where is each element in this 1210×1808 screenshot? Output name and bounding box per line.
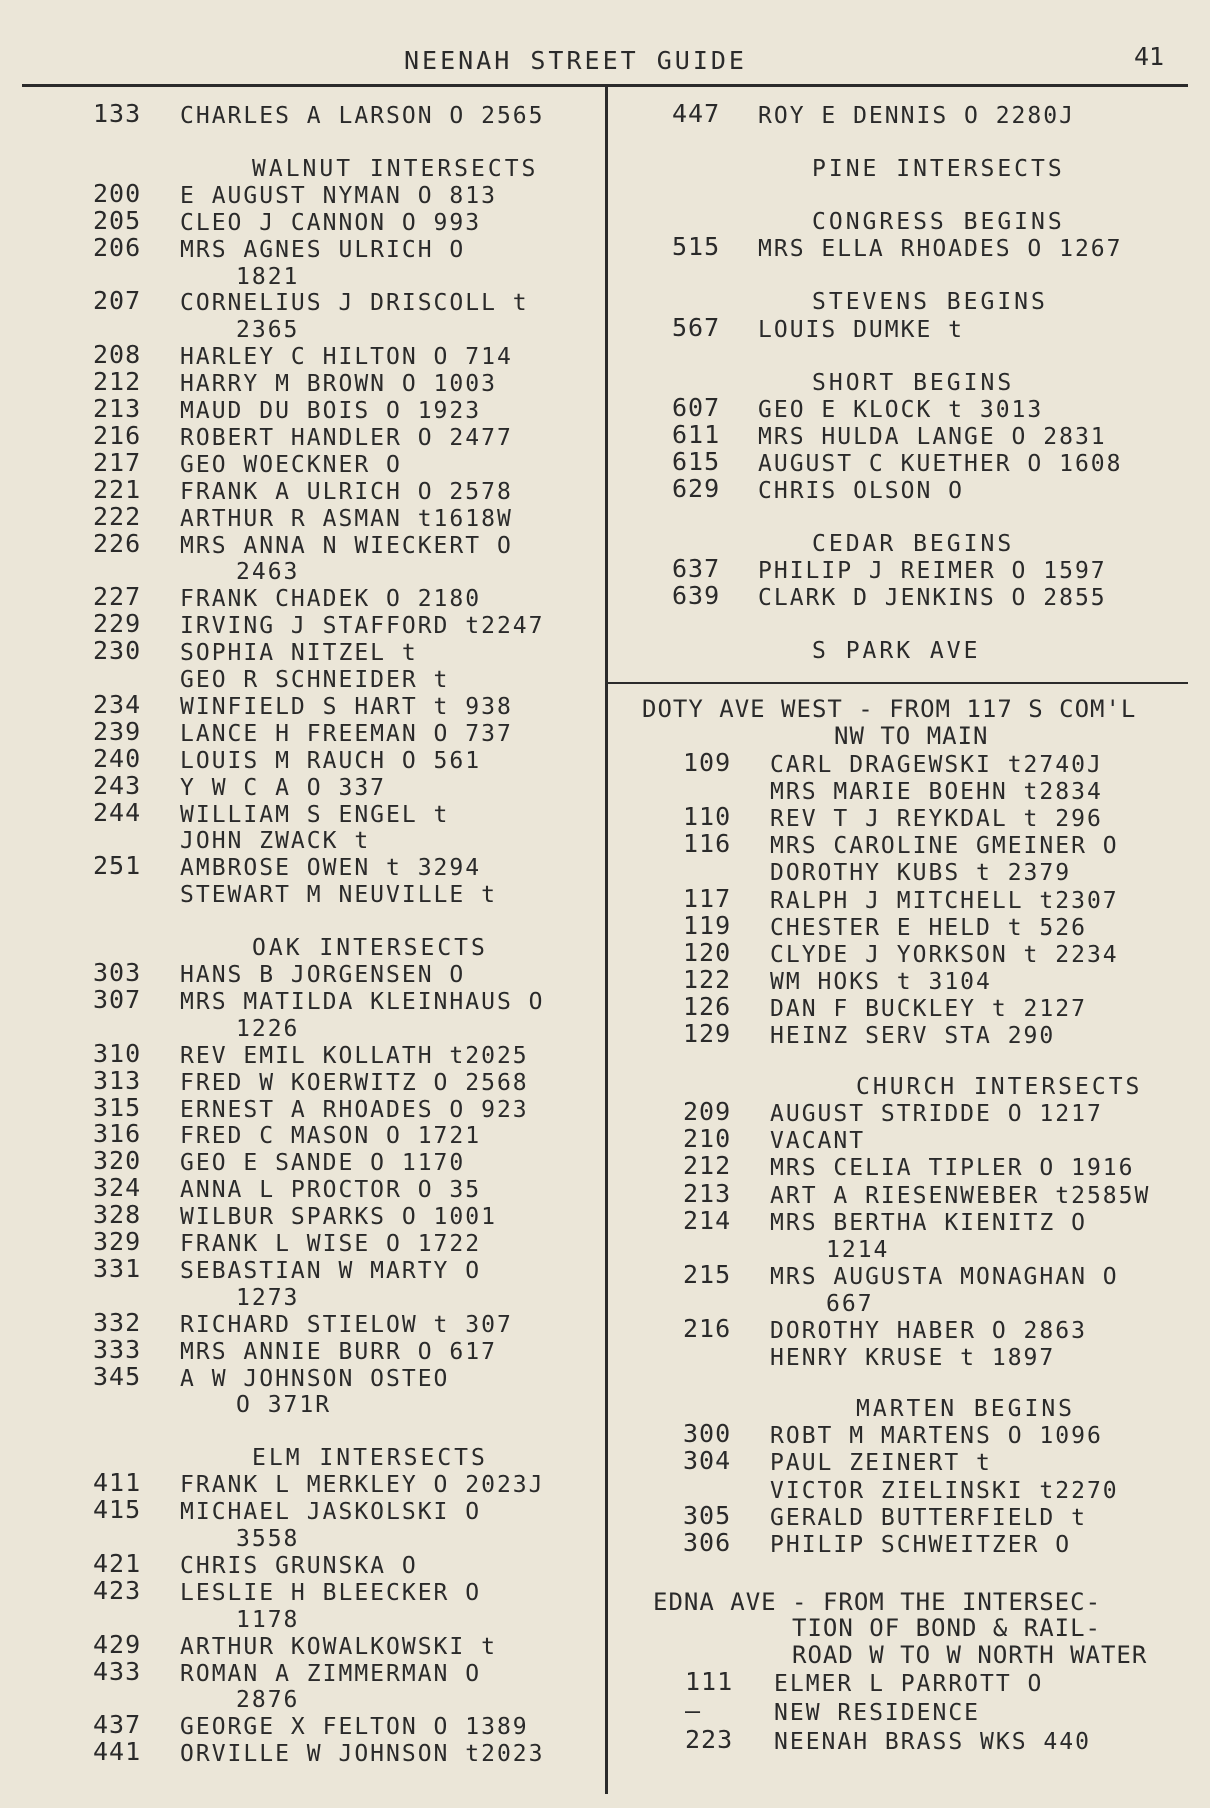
resident-entry: STEWART M NEUVILLE t bbox=[180, 882, 497, 909]
house-number: 216 bbox=[683, 1314, 732, 1343]
section-heading: S PARK AVE bbox=[812, 638, 981, 665]
resident-entry: ROBT M MARTENS O 1096 bbox=[770, 1423, 1103, 1450]
resident-entry: PHILIP J REIMER O 1597 bbox=[758, 558, 1107, 585]
resident-entry: MRS HULDA LANGE O 2831 bbox=[758, 423, 1107, 450]
street-heading-cont: TION OF BOND & RAIL- bbox=[792, 1614, 1101, 1642]
entry-continuation: 2463 bbox=[236, 559, 300, 586]
resident-entry: SEBASTIAN W MARTY O bbox=[180, 1257, 482, 1284]
resident-entry: VICTOR ZIELINSKI t2270 bbox=[770, 1477, 1119, 1504]
resident-entry: A W JOHNSON OSTEO bbox=[180, 1365, 450, 1392]
resident-entry: GEORGE X FELTON O 1389 bbox=[180, 1714, 529, 1741]
house-number: 240 bbox=[93, 743, 142, 773]
resident-entry: WILLIAM S ENGEL t bbox=[180, 801, 450, 828]
resident-entry: ROY E DENNIS O 2280J bbox=[758, 103, 1075, 129]
resident-entry: LOUIS DUMKE t bbox=[758, 316, 965, 343]
street-heading: DOTY AVE WEST - FROM 117 S COM'L bbox=[642, 695, 1137, 723]
resident-entry: PAUL ZEINERT t bbox=[770, 1450, 992, 1477]
resident-entry: CLARK D JENKINS O 2855 bbox=[758, 585, 1107, 612]
house-number: — bbox=[685, 1696, 702, 1725]
resident-entry: MRS MATILDA KLEINHAUS O bbox=[180, 988, 545, 1015]
entry-continuation: 1821 bbox=[236, 263, 300, 290]
entry-continuation: 667 bbox=[826, 1290, 874, 1317]
house-number: 328 bbox=[93, 1200, 142, 1230]
resident-entry: MRS ANNA N WIECKERT O bbox=[180, 532, 513, 559]
resident-entry: CHRIS GRUNSKA O bbox=[180, 1552, 418, 1579]
house-number: 221 bbox=[93, 474, 142, 504]
house-number: 251 bbox=[93, 851, 142, 881]
house-number: 111 bbox=[685, 1667, 734, 1696]
resident-entry: CHRIS OLSON O bbox=[758, 478, 965, 504]
resident-entry: CHARLES A LARSON O 2565 bbox=[180, 103, 545, 129]
section-heading: PINE INTERSECTS bbox=[812, 156, 1065, 183]
resident-entry: CHESTER E HELD t 526 bbox=[770, 914, 1087, 941]
entry-continuation: 1226 bbox=[236, 1015, 300, 1042]
house-number: 109 bbox=[683, 748, 732, 777]
house-number: 304 bbox=[683, 1446, 732, 1476]
house-number: 515 bbox=[672, 232, 721, 262]
resident-entry: WILBUR SPARKS O 1001 bbox=[180, 1204, 497, 1231]
entry-continuation: 2876 bbox=[236, 1687, 300, 1714]
house-number: 244 bbox=[93, 797, 142, 827]
street-heading-cont: ROAD W TO W NORTH WATER bbox=[792, 1641, 1148, 1669]
street-heading-cont: NW TO MAIN bbox=[834, 722, 989, 750]
resident-entry: HEINZ SERV STA 290 bbox=[770, 1023, 1056, 1049]
resident-entry: REV EMIL KOLLATH t2025 bbox=[180, 1042, 529, 1069]
house-number: 607 bbox=[672, 392, 721, 422]
house-number: 215 bbox=[683, 1259, 732, 1289]
section-heading: MARTEN BEGINS bbox=[856, 1396, 1076, 1423]
house-number: 433 bbox=[93, 1656, 142, 1686]
house-number: 310 bbox=[93, 1038, 142, 1068]
house-number: 306 bbox=[683, 1527, 732, 1557]
section-heading: SHORT BEGINS bbox=[812, 369, 1015, 396]
resident-entry: HENRY KRUSE t 1897 bbox=[770, 1345, 1056, 1372]
house-number: 243 bbox=[93, 770, 142, 800]
entry-continuation: O 371R bbox=[236, 1392, 332, 1419]
resident-entry: MRS AGNES ULRICH O bbox=[180, 236, 466, 263]
house-number: 637 bbox=[672, 554, 721, 584]
resident-entry: DOROTHY HABER O 2863 bbox=[770, 1318, 1087, 1344]
resident-entry: RICHARD STIELOW t 307 bbox=[180, 1311, 513, 1338]
resident-entry: ORVILLE W JOHNSON t2023 bbox=[180, 1741, 545, 1768]
resident-entry: LANCE H FREEMAN O 737 bbox=[180, 720, 513, 747]
entry-continuation: 1178 bbox=[236, 1606, 300, 1633]
house-number: 212 bbox=[683, 1151, 732, 1181]
resident-entry: AUGUST C KUETHER O 1608 bbox=[758, 450, 1123, 477]
house-number: 214 bbox=[683, 1205, 732, 1235]
resident-entry: MICHAEL JASKOLSKI O bbox=[180, 1499, 482, 1526]
resident-entry: ERNEST A RHOADES O 923 bbox=[180, 1096, 529, 1123]
resident-entry: AUGUST STRIDDE O 1217 bbox=[770, 1101, 1103, 1128]
house-number: 116 bbox=[683, 829, 732, 859]
resident-entry: NEW RESIDENCE bbox=[774, 1700, 981, 1726]
house-number: 320 bbox=[93, 1146, 142, 1176]
resident-entry: FRED C MASON O 1721 bbox=[180, 1123, 482, 1150]
house-number: 629 bbox=[672, 474, 721, 503]
resident-entry: VACANT bbox=[770, 1128, 866, 1155]
section-heading: CEDAR BEGINS bbox=[812, 531, 1015, 558]
resident-entry: MRS CAROLINE GMEINER O bbox=[770, 833, 1119, 860]
resident-entry: Y W C A O 337 bbox=[180, 774, 387, 801]
entry-continuation: 3558 bbox=[236, 1526, 300, 1552]
resident-entry: ELMER L PARROTT O bbox=[774, 1671, 1044, 1697]
entry-continuation: 2365 bbox=[236, 317, 300, 344]
house-number: 615 bbox=[672, 446, 721, 476]
resident-entry: ARTHUR R ASMAN t1618W bbox=[180, 505, 513, 532]
resident-entry: FRED W KOERWITZ O 2568 bbox=[180, 1069, 529, 1096]
section-heading: ELM INTERSECTS bbox=[252, 1445, 488, 1472]
resident-entry: MRS AUGUSTA MONAGHAN O bbox=[770, 1263, 1119, 1290]
house-number: 234 bbox=[93, 689, 142, 719]
resident-entry: ROMAN A ZIMMERMAN O bbox=[180, 1660, 482, 1687]
page-header bbox=[0, 0, 1210, 80]
house-number: 567 bbox=[672, 312, 721, 342]
house-number: 423 bbox=[93, 1575, 142, 1605]
house-number: 333 bbox=[93, 1334, 142, 1364]
house-number: 415 bbox=[93, 1495, 142, 1525]
resident-entry: DAN F BUCKLEY t 2127 bbox=[770, 995, 1087, 1022]
resident-entry: GERALD BUTTERFIELD t bbox=[770, 1504, 1087, 1531]
house-number: 210 bbox=[683, 1124, 732, 1154]
resident-entry: IRVING J STAFFORD t2247 bbox=[180, 613, 545, 640]
resident-entry: E AUGUST NYMAN O 813 bbox=[180, 182, 497, 209]
house-number: 207 bbox=[93, 286, 142, 316]
resident-entry: JOHN ZWACK t bbox=[180, 828, 371, 855]
resident-entry: WINFIELD S HART t 938 bbox=[180, 693, 513, 720]
house-number: 216 bbox=[93, 420, 142, 450]
house-number: 441 bbox=[93, 1737, 142, 1767]
house-number: 437 bbox=[93, 1710, 142, 1740]
resident-entry: AMBROSE OWEN t 3294 bbox=[180, 855, 482, 882]
section-heading: WALNUT INTERSECTS bbox=[252, 155, 539, 182]
house-number: 122 bbox=[683, 964, 732, 994]
resident-entry: HARRY M BROWN O 1003 bbox=[180, 371, 497, 398]
resident-entry: WM HOKS t 3104 bbox=[770, 968, 992, 995]
house-number: 411 bbox=[93, 1468, 142, 1498]
resident-entry: MRS ANNIE BURR O 617 bbox=[180, 1338, 497, 1365]
resident-entry: FRANK L MERKLEY O 2023J bbox=[180, 1472, 545, 1499]
house-number: 300 bbox=[683, 1419, 732, 1449]
resident-entry: GEO R SCHNEIDER t bbox=[180, 667, 450, 693]
house-number: 429 bbox=[93, 1629, 142, 1659]
resident-entry: PHILIP SCHWEITZER O bbox=[770, 1531, 1072, 1558]
house-number: 313 bbox=[93, 1065, 142, 1095]
resident-entry: HARLEY C HILTON O 714 bbox=[180, 344, 513, 371]
resident-entry: FRANK CHADEK O 2180 bbox=[180, 586, 482, 613]
house-number: 316 bbox=[93, 1119, 142, 1149]
house-number: 345 bbox=[93, 1361, 142, 1391]
house-number: 226 bbox=[93, 528, 142, 558]
resident-entry: GEO WOECKNER O bbox=[180, 451, 402, 478]
resident-entry: MRS ELLA RHOADES O 1267 bbox=[758, 236, 1123, 263]
house-number: 212 bbox=[93, 367, 142, 397]
house-number: 200 bbox=[93, 178, 142, 208]
resident-entry: RALPH J MITCHELL t2307 bbox=[770, 887, 1119, 914]
house-number: 119 bbox=[683, 910, 732, 940]
resident-entry: HANS B JORGENSEN O bbox=[180, 962, 466, 988]
street-heading: EDNA AVE - FROM THE INTERSEC- bbox=[653, 1588, 1102, 1616]
house-number: 222 bbox=[93, 501, 142, 531]
resident-entry: DOROTHY KUBS t 2379 bbox=[770, 860, 1072, 887]
house-number: 208 bbox=[93, 340, 142, 370]
house-number: 229 bbox=[93, 609, 142, 639]
resident-entry: NEENAH BRASS WKS 440 bbox=[774, 1729, 1091, 1755]
resident-entry: GEO E SANDE O 1170 bbox=[180, 1150, 466, 1177]
house-number: 332 bbox=[93, 1307, 142, 1337]
resident-entry: GEO E KLOCK t 3013 bbox=[758, 396, 1044, 423]
house-number: 213 bbox=[683, 1178, 732, 1208]
entry-continuation: 1214 bbox=[826, 1236, 890, 1263]
house-number: 223 bbox=[685, 1725, 734, 1754]
resident-entry: CLEO J CANNON O 993 bbox=[180, 209, 482, 236]
house-number: 331 bbox=[93, 1253, 142, 1283]
house-number: 227 bbox=[93, 582, 142, 612]
house-number: 447 bbox=[672, 99, 721, 128]
house-number: 639 bbox=[672, 581, 721, 611]
resident-entry: LESLIE H BLEECKER O bbox=[180, 1579, 482, 1606]
house-number: 324 bbox=[93, 1173, 142, 1203]
house-number: 421 bbox=[93, 1548, 142, 1578]
house-number: 129 bbox=[683, 1019, 732, 1048]
house-number: 239 bbox=[93, 716, 142, 746]
house-number: 303 bbox=[93, 958, 142, 987]
house-number: 126 bbox=[683, 991, 732, 1021]
house-number: 120 bbox=[683, 937, 732, 967]
resident-entry: ARTHUR KOWALKOWSKI t bbox=[180, 1633, 497, 1660]
section-divider bbox=[608, 682, 1188, 684]
resident-entry: MRS CELIA TIPLER O 1916 bbox=[770, 1155, 1135, 1182]
house-number: 305 bbox=[683, 1500, 732, 1530]
house-number: 133 bbox=[93, 99, 142, 128]
house-number: 206 bbox=[93, 232, 142, 262]
resident-entry: MRS MARIE BOEHN t2834 bbox=[770, 779, 1103, 806]
section-heading: CHURCH INTERSECTS bbox=[856, 1074, 1143, 1101]
column-divider bbox=[605, 86, 608, 1794]
resident-entry: CARL DRAGEWSKI t2740J bbox=[770, 752, 1103, 778]
resident-entry: SOPHIA NITZEL t bbox=[180, 640, 418, 667]
resident-entry: CLYDE J YORKSON t 2234 bbox=[770, 941, 1119, 968]
house-number: 611 bbox=[672, 419, 721, 449]
house-number: 315 bbox=[93, 1092, 142, 1122]
resident-entry: FRANK L WISE O 1722 bbox=[180, 1231, 482, 1257]
resident-entry: CORNELIUS J DRISCOLL t bbox=[180, 290, 529, 317]
section-heading: OAK INTERSECTS bbox=[252, 935, 488, 962]
entry-continuation: 1273 bbox=[236, 1284, 300, 1311]
resident-entry: LOUIS M RAUCH O 561 bbox=[180, 747, 482, 774]
house-number: 217 bbox=[93, 447, 142, 477]
house-number: 307 bbox=[93, 984, 142, 1014]
resident-entry: MAUD DU BOIS O 1923 bbox=[180, 398, 482, 424]
house-number: 213 bbox=[93, 394, 142, 423]
resident-entry: ANNA L PROCTOR O 35 bbox=[180, 1177, 482, 1204]
resident-entry: MRS BERTHA KIENITZ O bbox=[770, 1209, 1087, 1236]
resident-entry: ART A RIESENWEBER t2585W bbox=[770, 1182, 1151, 1209]
resident-entry: ROBERT HANDLER O 2477 bbox=[180, 424, 513, 451]
house-number: 205 bbox=[93, 205, 142, 235]
section-heading: CONGRESS BEGINS bbox=[812, 209, 1065, 236]
page-number: 41 bbox=[1134, 42, 1165, 71]
house-number: 117 bbox=[683, 883, 732, 913]
page-title: NEENAH STREET GUIDE bbox=[404, 46, 747, 75]
house-number: 329 bbox=[93, 1227, 142, 1256]
house-number: 230 bbox=[93, 636, 142, 666]
resident-entry: FRANK A ULRICH O 2578 bbox=[180, 478, 513, 505]
resident-entry: REV T J REYKDAL t 296 bbox=[770, 806, 1103, 833]
section-heading: STEVENS BEGINS bbox=[812, 289, 1048, 316]
house-number: 209 bbox=[683, 1097, 732, 1127]
house-number: 110 bbox=[683, 802, 732, 832]
